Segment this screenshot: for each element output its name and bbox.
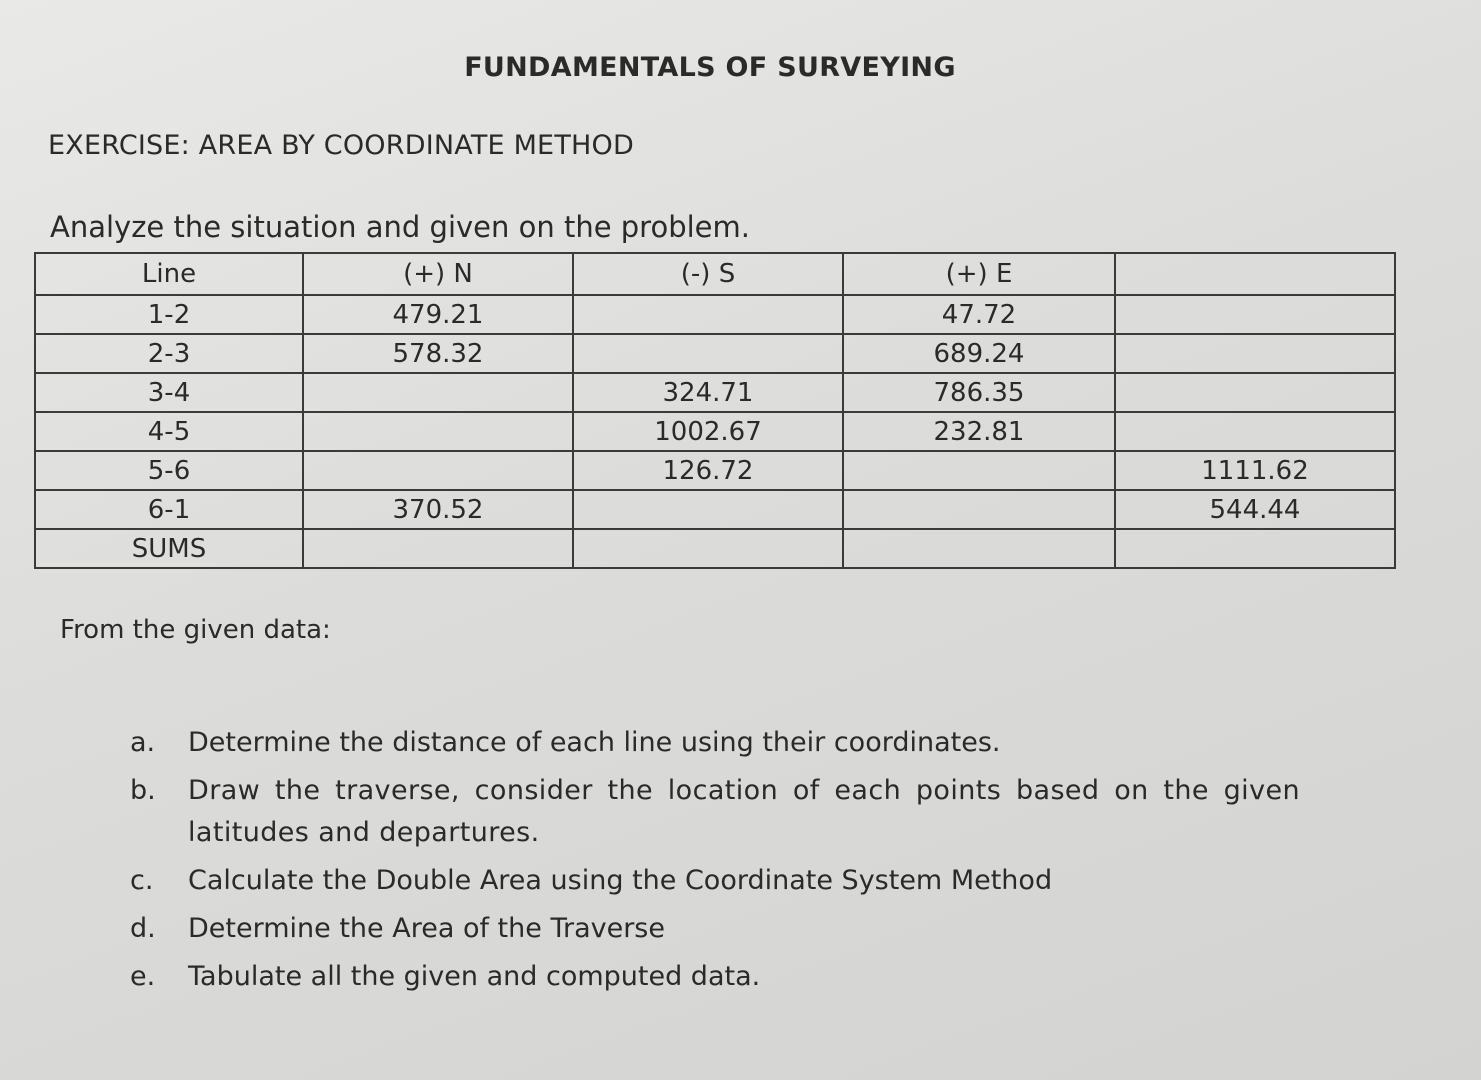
cell-north (303, 529, 573, 568)
list-item (130, 908, 1300, 950)
task-list (130, 722, 1300, 1004)
cell-line: 3-4 (35, 373, 303, 412)
cell-west: 1111.62 (1115, 451, 1395, 490)
given-data-label: From the given data: (60, 615, 331, 645)
cell-south: 1002.67 (573, 412, 843, 451)
cell-east (843, 451, 1115, 490)
list-marker: d. (130, 913, 156, 944)
list-item-text: Determine the Area of the Traverse (188, 913, 665, 944)
table-row (35, 451, 1395, 490)
cell-north: 479.21 (303, 295, 573, 334)
list-marker: b. (130, 775, 156, 806)
list-item-text: Determine the distance of each line using their coordinates. (188, 727, 1001, 758)
document-title: FUNDAMENTALS OF SURVEYING (464, 52, 956, 83)
table-header-row (35, 253, 1395, 295)
cell-line: 5-6 (35, 451, 303, 490)
cell-south: 324.71 (573, 373, 843, 412)
header-east: (+) E (843, 253, 1115, 295)
table-sums-row (35, 529, 1395, 568)
cell-line: 6-1 (35, 490, 303, 529)
cell-west (1115, 334, 1395, 373)
cell-north (303, 412, 573, 451)
cell-south (573, 334, 843, 373)
cell-west (1115, 373, 1395, 412)
cell-east: 786.35 (843, 373, 1115, 412)
table-row (35, 412, 1395, 451)
cell-north (303, 451, 573, 490)
cell-north: 370.52 (303, 490, 573, 529)
list-item (130, 770, 1300, 854)
cell-line: 2-3 (35, 334, 303, 373)
cell-south (573, 529, 843, 568)
cell-east (843, 529, 1115, 568)
cell-west (1115, 412, 1395, 451)
cell-line: SUMS (35, 529, 303, 568)
exercise-title: EXERCISE: AREA BY COORDINATE METHOD (48, 130, 634, 161)
cell-line: 4-5 (35, 412, 303, 451)
header-north: (+) N (303, 253, 573, 295)
cell-east (843, 490, 1115, 529)
cell-north: 578.32 (303, 334, 573, 373)
cell-west (1115, 295, 1395, 334)
header-south: (-) S (573, 253, 843, 295)
cell-south (573, 490, 843, 529)
list-item-text: Calculate the Double Area using the Coordinate System Method (188, 865, 1053, 896)
cell-east: 232.81 (843, 412, 1115, 451)
table-row (35, 490, 1395, 529)
problem-intro: Analyze the situation and given on the problem. (50, 210, 750, 244)
cell-east: 689.24 (843, 334, 1115, 373)
table-row (35, 334, 1395, 373)
cell-south (573, 295, 843, 334)
cell-south: 126.72 (573, 451, 843, 490)
cell-east: 47.72 (843, 295, 1115, 334)
cell-north (303, 373, 573, 412)
list-item (130, 860, 1300, 902)
list-marker: c. (130, 865, 154, 896)
list-item-text: Tabulate all the given and computed data. (188, 961, 761, 992)
cell-line: 1-2 (35, 295, 303, 334)
cell-west (1115, 529, 1395, 568)
table-row (35, 295, 1395, 334)
header-line: Line (35, 253, 303, 295)
list-item-text: Draw the traverse, consider the location of each points based on the given latitudes and departures. (188, 775, 1300, 848)
list-item (130, 956, 1300, 998)
list-marker: e. (130, 961, 156, 992)
cell-west: 544.44 (1115, 490, 1395, 529)
table-row (35, 373, 1395, 412)
header-west (1115, 253, 1395, 295)
list-marker: a. (130, 727, 156, 758)
traverse-data-table (34, 252, 1396, 569)
list-item (130, 722, 1300, 764)
